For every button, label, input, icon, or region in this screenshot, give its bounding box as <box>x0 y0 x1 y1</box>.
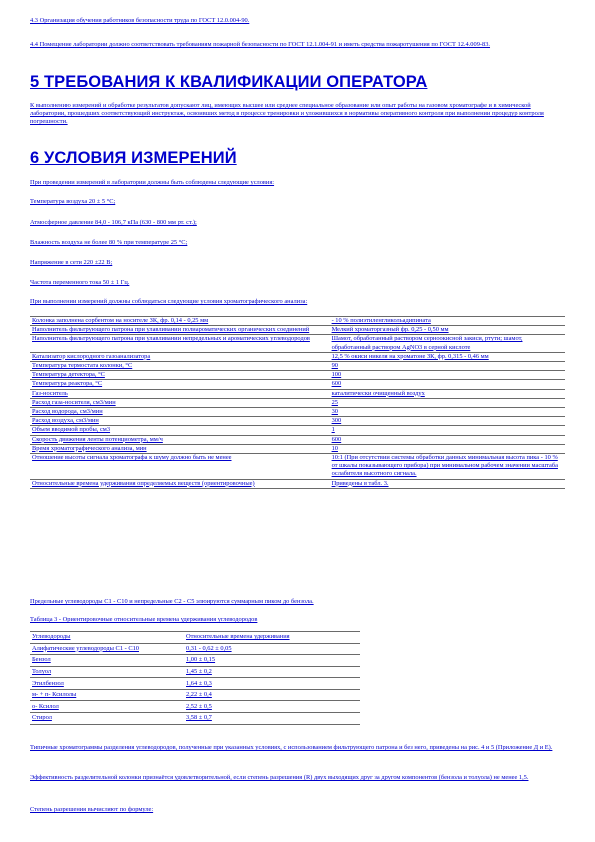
condition-name-cell[interactable]: Скорость движения ленты потенциометра, мм/ч <box>32 435 163 443</box>
condition-name-cell[interactable]: Относительные времена удерживания определяемых веществ (ориентировочные) <box>32 479 255 487</box>
table-row <box>30 435 565 444</box>
retention-time-cell[interactable]: 1,00 ± 0,15 <box>186 656 216 664</box>
retention-time-cell[interactable]: 3,58 ± 0,7 <box>186 714 212 722</box>
condition-value-cell[interactable]: - 10 % полиэтиленгликольадипината <box>331 317 431 324</box>
condition-name-cell[interactable]: Катализатор кислородного газоанализатора <box>32 352 151 360</box>
table-3-caption[interactable]: Таблица 3 - Ориентировочные относительные времена удерживания углеводородов <box>30 616 258 623</box>
hydrocarbon-cell[interactable]: Стирол <box>32 714 52 722</box>
condition-name-cell[interactable]: Расход газа-носителя, см3/мин <box>32 398 116 406</box>
table-row <box>30 643 360 655</box>
retention-time-cell[interactable]: 2,52 ± 0,5 <box>186 702 212 710</box>
table-row <box>30 371 565 380</box>
table-row <box>30 380 565 389</box>
table-row <box>30 655 360 667</box>
condition-humidity[interactable]: Влажность воздуха не более 80 % при температуре 25 °С; <box>30 239 188 246</box>
table-row <box>30 362 565 371</box>
after-table-note[interactable]: Предельные углеводороды С1 - С10 и непредельные С2 - С5 элюируются суммарным пиком до бензола. <box>30 598 314 605</box>
condition-temperature[interactable]: Температура воздуха 20 ± 5 °С; <box>30 198 116 205</box>
condition-voltage[interactable]: Напряжение в сети 220 ±22 В; <box>30 259 113 266</box>
condition-name-cell[interactable]: Расход водорода, см3/мин <box>32 408 103 416</box>
condition-value-cell[interactable]: 100 <box>331 371 342 379</box>
retention-time-cell[interactable]: 0,31 - 0,62 ± 0,05 <box>186 644 232 652</box>
table-row <box>30 678 360 690</box>
table-row <box>30 352 565 361</box>
condition-name-cell[interactable]: Расход воздуха, см3/мин <box>32 417 99 425</box>
condition-pressure[interactable]: Атмосферное давление 84,0 - 106,7 кПа (630 - 800 мм рт. ст.); <box>30 219 197 226</box>
table-row <box>30 701 360 713</box>
bottom-paragraph-formula[interactable]: Степень разрешения вычисляют по формуле: <box>30 806 154 813</box>
header-retention[interactable]: Относительные времена удерживания <box>186 633 290 641</box>
condition-value-cell[interactable]: 300 <box>331 417 342 425</box>
table-row <box>30 666 360 678</box>
table-row <box>30 426 565 435</box>
table-row <box>30 398 565 407</box>
condition-name-cell[interactable]: Температура реактора, °С <box>32 380 103 388</box>
table-row <box>30 444 565 453</box>
bottom-paragraph-chromatograms[interactable]: Типичные хроматограммы разделения углеводородов, полученные при указанных условиях, с использованием фильтрующего патрона и без него, приведены на рис. 4 и 5 (Приложение Д и Е). <box>30 744 553 751</box>
table-row <box>30 317 565 326</box>
hydrocarbon-cell[interactable]: Толуол <box>32 667 52 675</box>
table-header-row <box>30 632 360 644</box>
paragraph-4-4[interactable]: 4.4 Помещение лаборатории должно соответствовать требованиям пожарной безопасности по ГОСТ 12.1.004-91 и иметь средства пожаротушения по ГОСТ 12.4.009-83. <box>30 41 491 48</box>
chromatography-conditions-table <box>30 316 565 489</box>
condition-frequency[interactable]: Частота переменного тока 50 ± 1 Гц. <box>30 279 130 286</box>
table-row <box>30 713 360 725</box>
section-6-intro[interactable]: При проведении измерений в лаборатории должны быть соблюдены следующие условия: <box>30 179 275 186</box>
hydrocarbon-cell[interactable]: м- + п- Ксилолы <box>32 691 77 699</box>
section-5-text[interactable]: К выполнению измерений и обработке результатов допускают лиц, имеющих высшее или среднее специальное образование или опыт работы на газовом хроматографе и в химической лаборатории, прошедших соответствующий инструктаж, освоивших метод в процессе тренировки и уложившихся в нормативы оперативного контроля при выполнении процедур контроля погрешности. <box>30 102 544 126</box>
condition-name-cell[interactable]: Время хроматографического анализа, мин <box>32 444 147 452</box>
condition-name-cell[interactable]: Наполнитель фильтрующего патрона при улавливании полиароматических органических соединений <box>32 326 310 334</box>
table-row <box>30 454 565 480</box>
condition-value-cell[interactable]: 10 <box>331 444 338 452</box>
hydrocarbon-cell[interactable]: Бензол <box>32 656 51 664</box>
section-6-heading[interactable]: 6 УСЛОВИЯ ИЗМЕРЕНИЙ <box>30 149 237 167</box>
condition-value-cell[interactable]: 90 <box>331 362 338 370</box>
hydrocarbon-cell[interactable]: о- Ксилол <box>32 702 59 710</box>
condition-name-cell[interactable]: Температура термостата колонки, °С <box>32 362 133 370</box>
condition-value-cell[interactable]: 12,5 % окиси никеля на хроматоне ЗК, фр. 0,315 - 0,46 мм <box>331 352 489 360</box>
table-row <box>30 417 565 426</box>
retention-time-cell[interactable]: 1,45 ± 0,2 <box>186 667 212 675</box>
condition-value-cell[interactable]: каталитически очищенный воздух <box>331 389 425 397</box>
hydrocarbon-cell[interactable]: Алифатические углеводороды С1 - С10 <box>32 644 139 652</box>
paragraph-4-3[interactable]: 4.3 Организация обучения работников безопасности труда по ГОСТ 12.0.004-90. <box>30 17 250 24</box>
chrom-conditions-intro[interactable]: При выполнении измерений должны соблюдаться следующие условия хроматографического анализа: <box>30 298 308 305</box>
table-row <box>30 335 565 352</box>
condition-value-cell[interactable]: Приведены в табл. 3. <box>331 479 389 487</box>
header-hydrocarbons[interactable]: Углеводороды <box>32 633 71 641</box>
table-row <box>30 479 565 488</box>
retention-time-cell[interactable]: 2,22 ± 0,4 <box>186 691 212 699</box>
retention-times-table <box>30 631 360 725</box>
condition-value-cell[interactable]: Мелкий хроматоргазный фр. 0,25 - 0,50 мм <box>331 326 449 334</box>
condition-value-cell[interactable]: 30 <box>331 408 338 416</box>
condition-value-cell[interactable]: 600 <box>331 380 342 388</box>
condition-value-cell[interactable]: 1 <box>331 426 335 434</box>
condition-name-cell[interactable]: Объем вводимой пробы, см3 <box>32 426 111 434</box>
condition-value-cell[interactable]: 600 <box>331 435 342 443</box>
table-row <box>30 408 565 417</box>
condition-name-cell[interactable]: Наполнитель фильтрующего патрона при улавливании непредельных и ароматических углеводородов <box>32 335 310 343</box>
table-row <box>30 326 565 335</box>
condition-value-cell[interactable]: 10:1 (При отсутствии системы обработки данных минимальная высота пика - 10 % от шкалы показывающего прибора) при минимальном рабочем значении масштаба ослабителя высотного сигнала. <box>331 454 558 478</box>
condition-name-cell[interactable]: Отношение высоты сигнала хроматографа к шуму должно быть не менее <box>32 454 232 462</box>
hydrocarbon-cell[interactable]: Этилбензол <box>32 679 64 687</box>
bottom-paragraph-efficiency[interactable]: Эффективность разделительной колонки признаётся удовлетворительной, если степень разрешения (R) двух выходящих друг за другом компонентов (бензола и толуола) не менее 1,5. <box>30 774 529 781</box>
table-row <box>30 689 360 701</box>
section-5-heading[interactable]: 5 ТРЕБОВАНИЯ К КВАЛИФИКАЦИИ ОПЕРАТОРА <box>30 73 428 91</box>
table-row <box>30 389 565 398</box>
condition-value-cell[interactable]: 25 <box>331 398 338 406</box>
condition-name-cell[interactable]: Колонка заполнена сорбентом на носителе ЗК, фр. 0,14 - 0,25 мм <box>32 317 209 324</box>
condition-name-cell[interactable]: Температура детектора, °С <box>32 371 105 379</box>
condition-value-cell[interactable]: Шамот, обработанный раствором серноокисной закиси, ртути; шамот, обработанный раствором AgNO3 в серной кислоте <box>331 335 523 351</box>
retention-time-cell[interactable]: 1,64 ± 0,3 <box>186 679 212 687</box>
condition-name-cell[interactable]: Газ-носитель <box>32 389 68 397</box>
